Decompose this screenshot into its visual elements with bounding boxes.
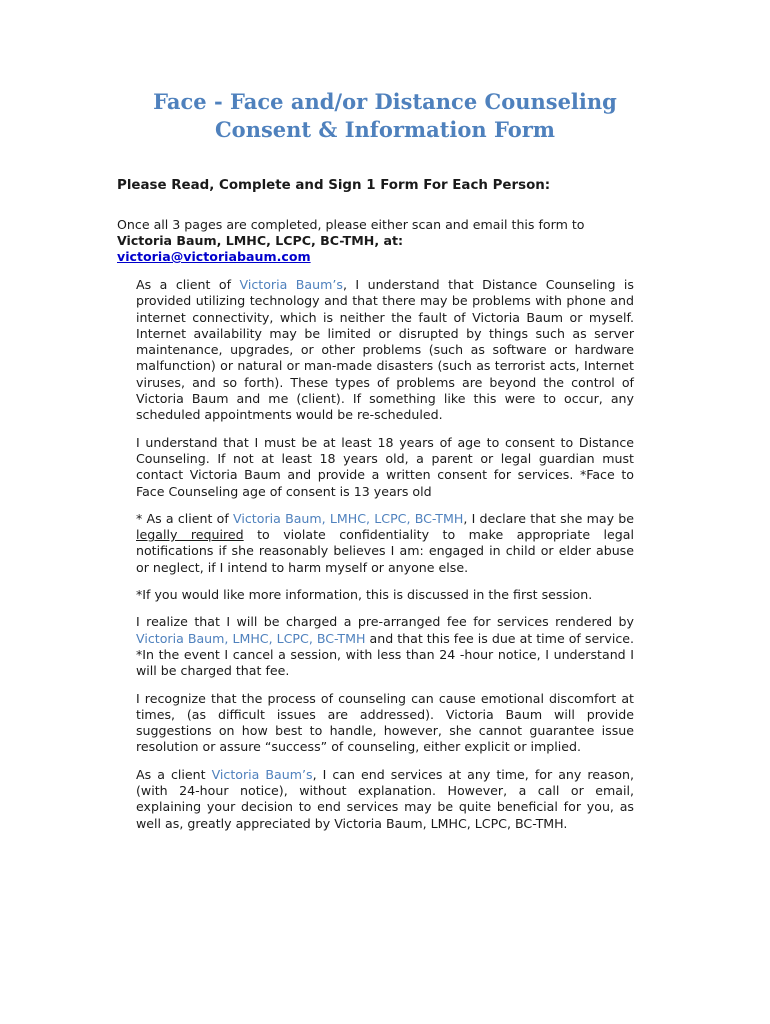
paragraph-more-info: *If you would like more information, this is discussed in the first session. xyxy=(136,587,593,603)
text: , I declare that she may be xyxy=(463,510,634,526)
counselor-name: Victoria Baum’s xyxy=(239,277,343,292)
counselor-name: Victoria Baum, LMHC, LCPC, BC-TMH xyxy=(233,510,464,526)
text: to violate confidentiality to make appropriate legal notifications if she reasonably believes I am: engaged in child or elder abuse or neglect, if I intend to harm myself or anyone else. xyxy=(136,527,634,575)
paragraph-connectivity xyxy=(136,277,634,424)
email-link[interactable]: victoria@victoriabaum.com xyxy=(117,249,311,264)
paragraph-end-services xyxy=(136,767,634,832)
text: and that this fee is due at time of service. *In the event I cancel a session, with less than 24 -hour notice, I understand I will be charged that fee. xyxy=(136,630,634,679)
paragraph-fees xyxy=(136,614,634,679)
underlined-text: legally required xyxy=(136,527,244,543)
counselor-name: Victoria Baum’s xyxy=(211,766,313,782)
text: As a client of xyxy=(136,277,240,292)
text: I realize that I will be charged a pre-arranged fee for services rendered by xyxy=(136,614,634,630)
intro-recipient: Victoria Baum, LMHC, LCPC, BC-TMH, at: xyxy=(117,233,404,248)
intro-text: Once all 3 pages are completed, please either scan and email this form to xyxy=(117,217,585,232)
text: As a client xyxy=(136,766,212,782)
text: * As a client of xyxy=(136,510,234,526)
title-line-2: Consent & Information Form xyxy=(214,117,556,142)
paragraph-confidentiality xyxy=(136,511,634,576)
title-line-1: Face - Face and/or Distance Counseling xyxy=(153,89,617,114)
page-title xyxy=(0,88,770,144)
instructions-heading: Please Read, Complete and Sign 1 Form For Each Person: xyxy=(117,178,551,193)
text: , I understand that Distance Counseling is provided utilizing technology and that there may be problems with phone and internet connectivity, which is neither the fault of Victoria Baum or myself. Internet availability may be limited or disrupted by things such as server maintenance, upgrades, or other problems (such as software or hardware malfunction) or natural or man-made disasters (such as terrorist acts, Internet viruses, and so forth). These types of problems are beyond the control of Victoria Baum and me (client). If something like this were to occur, any scheduled appointments would be re-scheduled. xyxy=(136,277,634,423)
paragraph-discomfort: I recognize that the process of counseling can cause emotional discomfort at times, (as difficult issues are addressed). Victoria Baum will provide suggestions on how best to handle, however, she cannot guarantee issue resolution or assure “success” of counseling, either explicit or implied. xyxy=(136,690,634,755)
intro-paragraph xyxy=(117,217,637,265)
counselor-name: Victoria Baum, LMHC, LCPC, BC-TMH xyxy=(136,630,366,646)
paragraph-age-consent: I understand that I must be at least 18 years of age to consent to Distance Counseling. If not at least 18 years old, a parent or legal guardian must contact Victoria Baum and provide a written consent for services. *Face to Face Counseling age of consent is 13 years old xyxy=(136,434,634,499)
text: , I can end services at any time, for any reason, (with 24-hour notice), without explanation. However, a call or email, explaining your decision to end services may be quite beneficial for you, as well as, greatly appreciated by Victoria Baum, LMHC, LCPC, BC-TMH. xyxy=(136,766,634,831)
consent-body xyxy=(136,277,634,843)
